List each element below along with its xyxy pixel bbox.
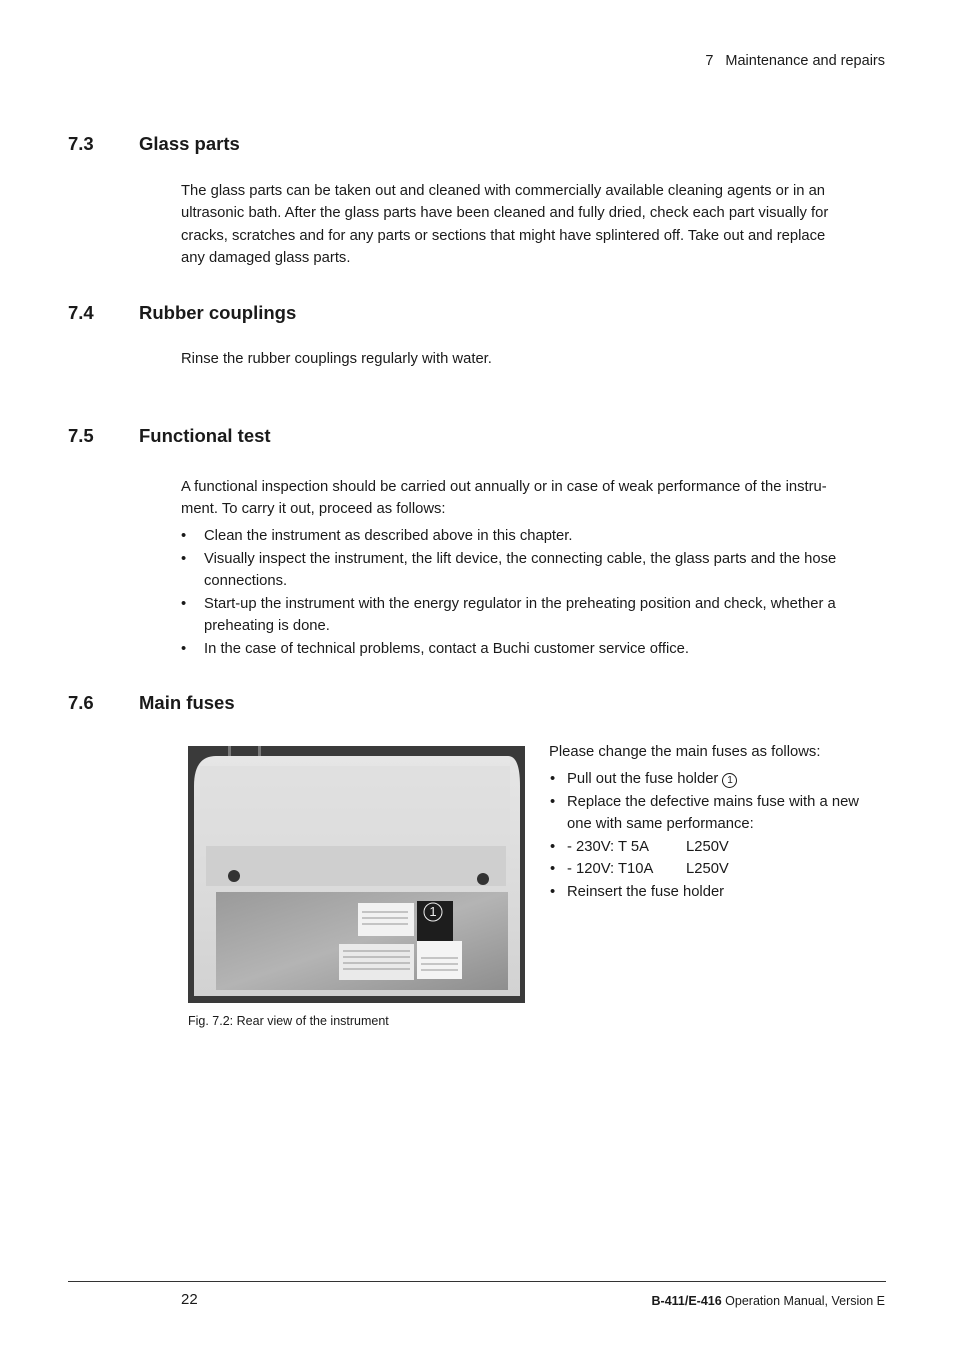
functional-test-intro: A functional inspection should be carried out annually or in case of weak performance of the instru- ment. To carry it out, proceed as follows: — [181, 479, 827, 518]
footer-rule — [68, 1281, 886, 1282]
callout-ref: 1 — [722, 773, 737, 788]
section-heading-rubber-couplings: 7.4 Rubber couplings — [68, 302, 297, 323]
fuse-holder-callout: 1 — [429, 904, 437, 919]
section-heading-glass-parts: 7.3 Glass parts — [68, 133, 240, 154]
list-item: • - 120V: T10A L250V — [567, 858, 887, 881]
functional-test-list — [204, 525, 894, 660]
section-heading-main-fuses: 7.6 Main fuses — [68, 692, 235, 713]
glass-parts-paragraph: The glass parts can be taken out and cleaned with commercially available cleaning agents or in an ultrasonic bath. After the glass parts have been cleaned and fully dried, check each part visually for cracks, scratches and for any parts or sections that might have splintered off. Take out and replace any damaged glass parts. — [181, 183, 829, 266]
instrument-illustration — [188, 746, 525, 1003]
figure-caption: Fig. 7.2: Rear view of the instrument — [188, 1014, 389, 1028]
list-item: • Clean the instrument as described above in this chapter. — [204, 525, 894, 547]
footer-title: B-411/E-416 Operation Manual, Version E — [651, 1294, 885, 1308]
list-item: • In the case of technical problems, contact a Buchi customer service office. — [204, 638, 894, 660]
list-item: • Start-up the instrument with the energy regulator in the preheating position and check, whether a preheating is done. — [204, 593, 894, 638]
page-number: 22 — [181, 1291, 198, 1308]
chapter-title: Maintenance and repairs — [725, 53, 885, 69]
list-item: • Replace the defective mains fuse with a new one with same performance: — [567, 791, 887, 836]
list-item: • Reinsert the fuse holder — [567, 881, 887, 904]
instrument-rear-photo — [188, 746, 525, 1003]
running-header — [705, 53, 885, 69]
rubber-couplings-paragraph: Rinse the rubber couplings regularly with water. — [181, 351, 492, 367]
main-fuses-intro: Please change the main fuses as follows: — [549, 744, 821, 760]
list-item: • Pull out the fuse holder 1 — [567, 768, 887, 791]
section-heading-functional-test: 7.5 Functional test — [68, 425, 271, 446]
main-fuses-list — [567, 768, 887, 904]
list-item: • Visually inspect the instrument, the lift device, the connecting cable, the glass parts and the hose connections. — [204, 548, 894, 593]
list-item: • - 230V: T 5A L250V — [567, 836, 887, 859]
chapter-number: 7 — [705, 53, 714, 69]
